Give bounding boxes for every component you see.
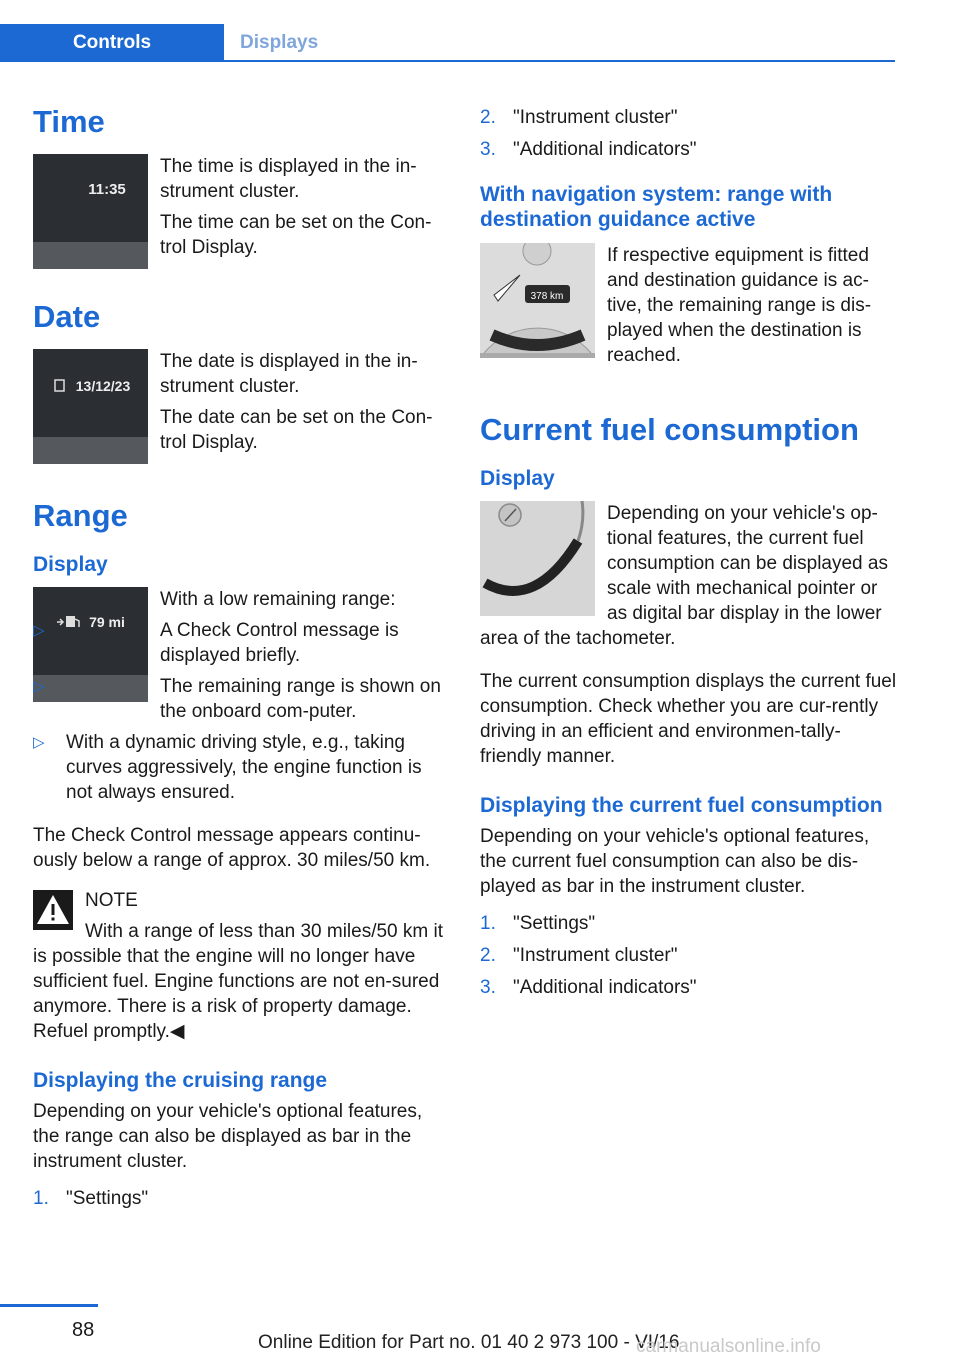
note-box <box>33 888 451 1044</box>
nav-range-gauge-image <box>480 243 595 358</box>
warning-icon <box>33 890 73 930</box>
range-display-text: 79 mi <box>89 614 125 630</box>
fuel-display-section <box>480 501 898 651</box>
date-text-1: The date is displayed in the in-strument cluster. <box>160 351 418 397</box>
displaying-fuel-steps <box>480 911 898 1000</box>
range-display-subheading: Display <box>33 553 108 576</box>
cruising-steps <box>33 1186 451 1211</box>
tab-divider <box>224 60 895 62</box>
footer-divider <box>0 1304 98 1307</box>
fuel-consumption-heading: Current fuel consumption <box>480 412 859 447</box>
time-display-text: 11:35 <box>88 181 126 198</box>
note-label: NOTE <box>85 890 138 911</box>
cruising-steps-continued <box>480 105 898 162</box>
range-heading: Range <box>33 498 128 533</box>
fuel-display-subheading: Display <box>480 467 555 490</box>
time-section <box>33 154 451 269</box>
range-section <box>33 587 451 724</box>
date-heading: Date <box>33 299 101 334</box>
header-tabs <box>0 24 895 62</box>
cruising-range-heading: Displaying the cruising range <box>33 1069 328 1092</box>
date-display-text: 13/12/23 <box>75 378 131 394</box>
fuel-consumption-text: The current consumption displays the current fuel consumption. Check whether you are cur-rently driving in an efficient and environmen-tally-friendly manner. <box>480 671 897 767</box>
tab-controls[interactable]: Controls <box>0 24 224 62</box>
date-section <box>33 349 451 464</box>
displaying-fuel-text: Depending on your vehicle's optional features, the current fuel consumption can also be dis-played as bar in the instrument cluster. <box>480 826 870 897</box>
list-item: 3. "Additional indicators" <box>480 139 697 160</box>
triangle-bullet-icon: ▷ <box>33 622 45 639</box>
time-text-1: The time is displayed in the in-strument cluster. <box>160 156 417 202</box>
page-number: 88 <box>72 1319 95 1341</box>
date-display-image <box>33 349 148 464</box>
list-item: ▷ With a dynamic driving style, e.g., taking curves aggressively, the engine function is not always ensured. <box>33 732 422 803</box>
fuel-display-text: Depending on your vehicle's op-tional features, the current fuel consumption can be displayed as scale with mechanical pointer or as digital bar display in the lower area of the tachometer. <box>480 503 888 649</box>
fuel-gauge-image <box>480 501 595 616</box>
left-column <box>33 98 451 1211</box>
nav-range-heading: With navigation system: range with destination guidance active <box>480 183 833 231</box>
list-item: 3. "Additional indicators" <box>480 977 697 998</box>
time-display-image <box>33 154 148 269</box>
list-item: 1. "Settings" <box>480 913 596 934</box>
nav-range-section <box>480 243 898 368</box>
list-item: ▷ The remaining range is shown on the onboard com-puter. <box>33 676 441 722</box>
note-text: With a range of less than 30 miles/50 km it is possible that the engine will no longer have sufficient fuel. Engine functions are not en-sured anymore. There is a risk of property damage. Refuel promptly.◀ <box>33 921 443 1042</box>
list-item: 1. "Settings" <box>33 1188 149 1209</box>
range-intro: With a low remaining range: <box>160 589 396 610</box>
cruising-range-text: Depending on your vehicle's optional features, the range can also be displayed as bar in the instrument cluster. <box>33 1101 423 1172</box>
nav-gauge-value: 378 km <box>530 291 564 302</box>
right-column <box>480 105 898 1000</box>
date-text-2: The date can be set on the Con-trol Display. <box>160 407 433 453</box>
list-item: 2. "Instrument cluster" <box>480 107 678 128</box>
check-control-text: The Check Control message appears continu-ously below a range of approx. 30 miles/50 km. <box>33 825 431 871</box>
edition-text: Online Edition for Part no. 01 40 2 973 100 - VI/16 <box>258 1332 680 1353</box>
tab-displays[interactable]: Displays <box>240 32 319 53</box>
triangle-bullet-icon: ▷ <box>33 678 45 695</box>
time-text-2: The time can be set on the Con-trol Display. <box>160 212 432 258</box>
list-item: ▷ A Check Control message is displayed briefly. <box>33 620 399 666</box>
nav-range-text: If respective equipment is fitted and destination guidance is ac-tive, the remaining range is dis-played when the destination is reached. <box>607 245 872 366</box>
watermark: carmanualsonline.info <box>636 1336 821 1357</box>
range-list <box>33 730 451 805</box>
triangle-bullet-icon: ▷ <box>33 734 45 751</box>
displaying-fuel-heading: Displaying the current fuel consumption <box>480 794 883 817</box>
list-item: 2. "Instrument cluster" <box>480 945 678 966</box>
time-heading: Time <box>33 104 105 139</box>
